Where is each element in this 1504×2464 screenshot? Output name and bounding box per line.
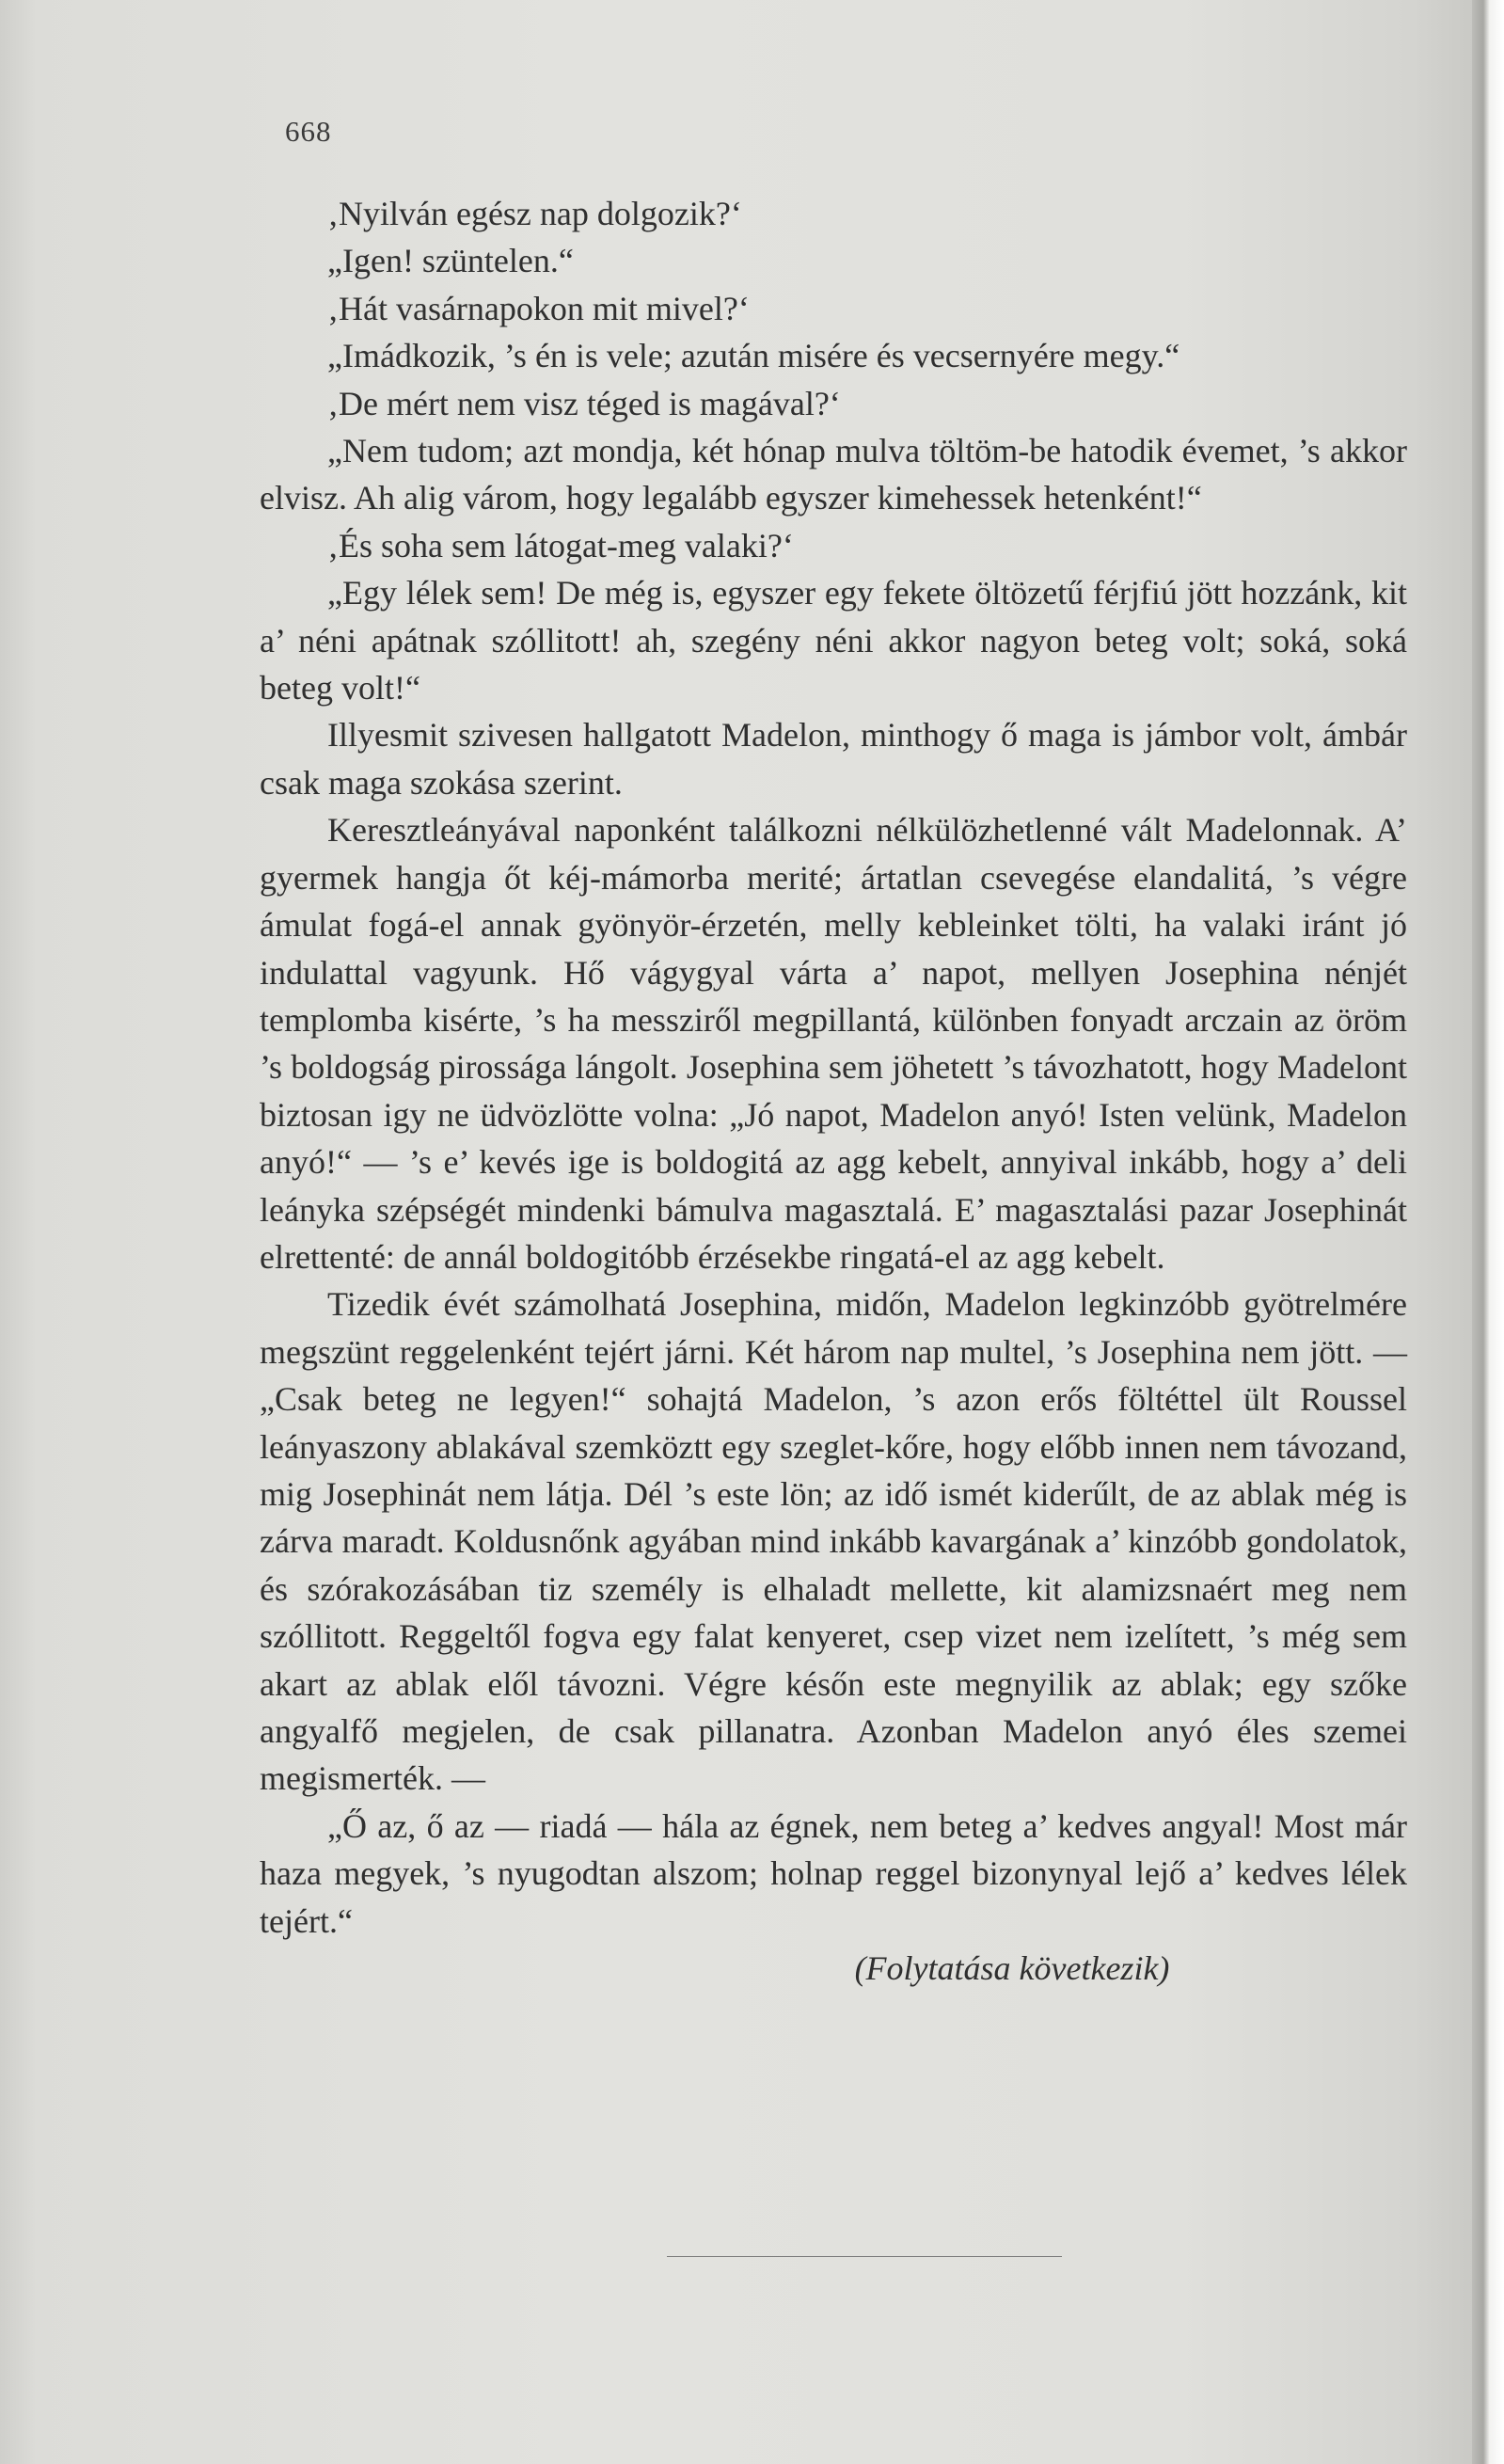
paragraph: Tizedik évét számolhatá Josephina, midőn, Madelon legkinzóbb gyötrelmére megszünt reggelenként tejért járni. Két három nap multel, ’s Josephina nem jött. — „Csak beteg ne legyen!“ sohajtá Madelon, ’s azon erős föltéttel ült Roussel leányaszony ablakával szemköztt egy szeglet-kőre, hogy előbb innen nem távozand, mig Josephinát nem látja. Dél ’s este lön; az idő ismét kiderűlt, de az ablak még is zárva maradt. Koldusnőnk agyában mind inkább kavargának a’ kinzóbb gondolatok, és szórakozásában tiz személy is elhaladt mellette, kit alamizsnaért meg nem szóllitott. Reggeltől fogva egy falat kenyeret, csep vizet nem izelített, ’s még sem akart az ablak elől távozni. Végre későn este megnyilik az ablak; egy szőke angyalfő megjelen, de csak pillanatra. Azonban Madelon anyó éles szemei megismerték. — bbox=[260, 1285, 1407, 1798]
paragraph: ‚Nyilván egész nap dolgozik?‘ bbox=[327, 195, 742, 232]
paragraph: „Igen! szüntelen.“ bbox=[327, 242, 574, 280]
paragraph: ‚Hát vasárnapokon mit mivel?‘ bbox=[327, 289, 750, 327]
body-text bbox=[260, 190, 1407, 1992]
paragraph: Keresztleányával naponként találkozni nélkülözhetlenné vált Madelonnak. A’ gyermek hangja őt kéj-mámorba merité; ártatlan csevegése elandalitá, ’s végre ámulat fogá-el annak gyönyör-érzetén, melly kebleinket tölti, ha valaki iránt jó indulattal vagyunk. Hő vágygyal várta a’ napot, mellyen Josephina nénjét templomba kisérte, ’s ha messziről megpillantá, különben fonyadt arczain az öröm ’s boldogság pirossága lángolt. Josephina sem jöhetett ’s távozhatott, hogy Madelont biztosan igy ne üdvözlötte volna: „Jó napot, Madelon anyó! Isten velünk, Madelon anyó!“ — ’s e’ kevés ige is boldogitá az agg kebelt, annyival inkább, hogy a’ deli leányka szépségét mindenki bámulva magasztalá. E’ magasztalási pazar Josephinát elrettenté: de annál boldogitóbb érzésekbe ringatá-el az agg kebelt. bbox=[260, 811, 1407, 1276]
paragraph: „Imádkozik, ’s én is vele; azután misére és vecsernyére megy.“ bbox=[327, 337, 1180, 375]
paragraph: Illyesmit szivesen hallgatott Madelon, minthogy ő maga is jámbor volt, ámbár csak maga szokása szerint. bbox=[260, 716, 1407, 802]
paragraph: „Ő az, ő az — riadá — hála az égnek, nem beteg a’ kedves angyal! Most már haza megyek, ’s nyugodtan alszom; holnap reggel bizonynyal lejő a’ kedves lélek tejért.“ bbox=[260, 1806, 1407, 1940]
page-edge bbox=[1472, 0, 1504, 2464]
continued-note: (Folytatása következik) bbox=[854, 1949, 1170, 1988]
page-fold-shadow bbox=[0, 0, 38, 2464]
paragraph: „Egy lélek sem! De még is, egyszer egy fekete öltözetű férjfiú jött hozzánk, kit a’ néni apátnak szóllitott! ah, szegény néni akkor nagyon beteg volt; soká, soká beteg volt!“ bbox=[260, 574, 1407, 707]
paragraph: ‚És soha sem látogat-meg valaki?‘ bbox=[327, 526, 794, 564]
paragraph: ‚De mért nem visz téged is magával?‘ bbox=[327, 384, 841, 422]
page-number: 668 bbox=[285, 115, 332, 148]
continued-underline bbox=[667, 2256, 1062, 2257]
paragraph: „Nem tudom; azt mondja, két hónap mulva töltöm-be hatodik évemet, ’s akkor elvisz. Ah alig várom, hogy legalább egyszer kimehessek hetenként!“ bbox=[260, 432, 1407, 517]
